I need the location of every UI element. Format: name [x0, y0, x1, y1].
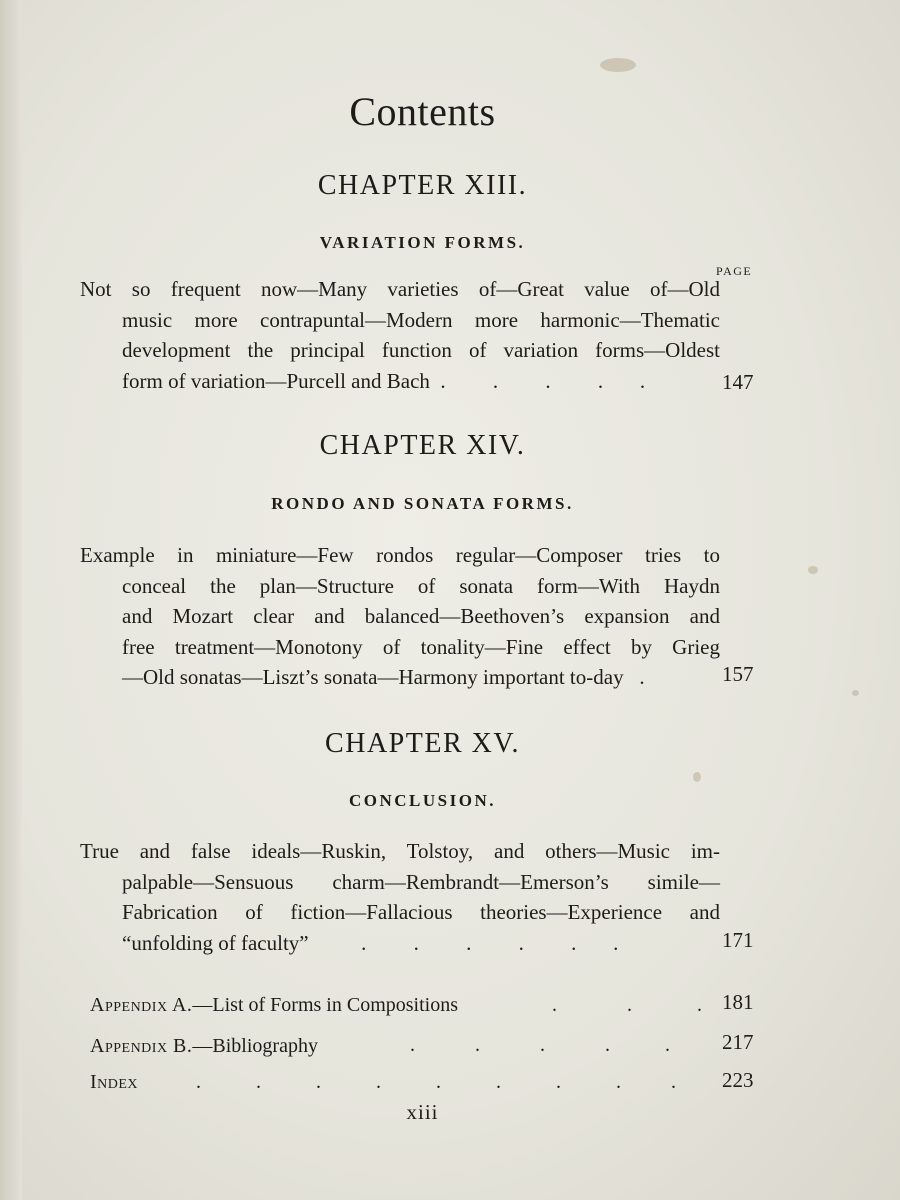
chapter-heading: CHAPTER XIV. [319, 430, 526, 461]
summary-line: True and false ideals—Ruskin, Tolstoy, and others—Music im- [80, 839, 720, 863]
summary-line-text: form of variation—Purcell and Bach [122, 368, 430, 393]
summary-line [80, 928, 720, 959]
chapter-summary [80, 836, 720, 958]
chapter-summary [80, 540, 720, 693]
foxing-spot [852, 690, 859, 696]
page-number: 171 [722, 928, 754, 952]
summary-line: free treatment—Monotony of tonality—Fine effect by Grieg [122, 634, 720, 659]
chapter-subtitle: CONCLUSION. [349, 791, 496, 810]
foxing-spot [808, 566, 818, 574]
appendix-label: Appendix A. [90, 994, 193, 1016]
summary-line: development the principal function of variation forms—Oldest [122, 338, 720, 362]
foxing-spot [693, 772, 701, 782]
summary-line-text: “unfolding of faculty” [122, 930, 309, 955]
chapter-heading: CHAPTER XV. [325, 728, 520, 759]
page-number: 147 [722, 370, 754, 394]
appendix-entry [90, 1035, 318, 1058]
summary-line: Fabrication of fiction—Fallacious theories—Experience and [122, 900, 720, 924]
chapter-subtitle: RONDO AND SONATA FORMS. [271, 494, 574, 513]
leader-dots: . [623, 665, 645, 689]
page-folio: xiii [406, 1100, 439, 1124]
leader-dots: . . . . . [410, 1034, 670, 1056]
page-title: Contents [349, 89, 496, 134]
page-number: 181 [722, 990, 754, 1014]
summary-line-text: —Old sonatas—Liszt’s sonata—Harmony important to-day [122, 665, 624, 689]
page-number: 157 [722, 662, 754, 686]
page-column-label: PAGE [716, 264, 753, 278]
leader-dots: . . . . . . [308, 930, 619, 955]
summary-line: palpable—Sensuous charm—Rembrandt—Emerson’s simile— [122, 869, 720, 894]
leader-dots: . . . . . [429, 368, 646, 393]
appendix-entry [90, 994, 458, 1017]
appendix-title: —Bibliography [192, 1035, 318, 1057]
foxing-spot [600, 58, 636, 72]
leader-dots: . . . [552, 994, 702, 1016]
chapter-subtitle: VARIATION FORMS. [319, 233, 526, 252]
summary-line: Example in miniature—Few rondos regular—Composer tries to [80, 543, 720, 567]
appendix-title: —List of Forms in Compositions [192, 994, 458, 1016]
chapter-summary [80, 274, 720, 396]
leader-dots: . . . . . . . . . [196, 1071, 676, 1093]
summary-line: music more contrapuntal—Modern more harmonic—Thematic [122, 307, 720, 332]
summary-line: and Mozart clear and balanced—Beethoven’s expansion and [122, 604, 720, 628]
summary-line [80, 662, 720, 693]
appendix-label: Index [90, 1071, 139, 1093]
appendix-entry [90, 1071, 138, 1094]
summary-line: conceal the plan—Structure of sonata form—With Haydn [122, 573, 720, 598]
summary-line [80, 366, 720, 397]
page-number: 223 [722, 1068, 754, 1092]
summary-line: Not so frequent now—Many varieties of—Great value of—Old [80, 277, 720, 301]
chapter-heading: CHAPTER XIII. [317, 170, 528, 201]
page-number: 217 [722, 1030, 754, 1054]
appendix-label: Appendix B. [90, 1035, 193, 1057]
